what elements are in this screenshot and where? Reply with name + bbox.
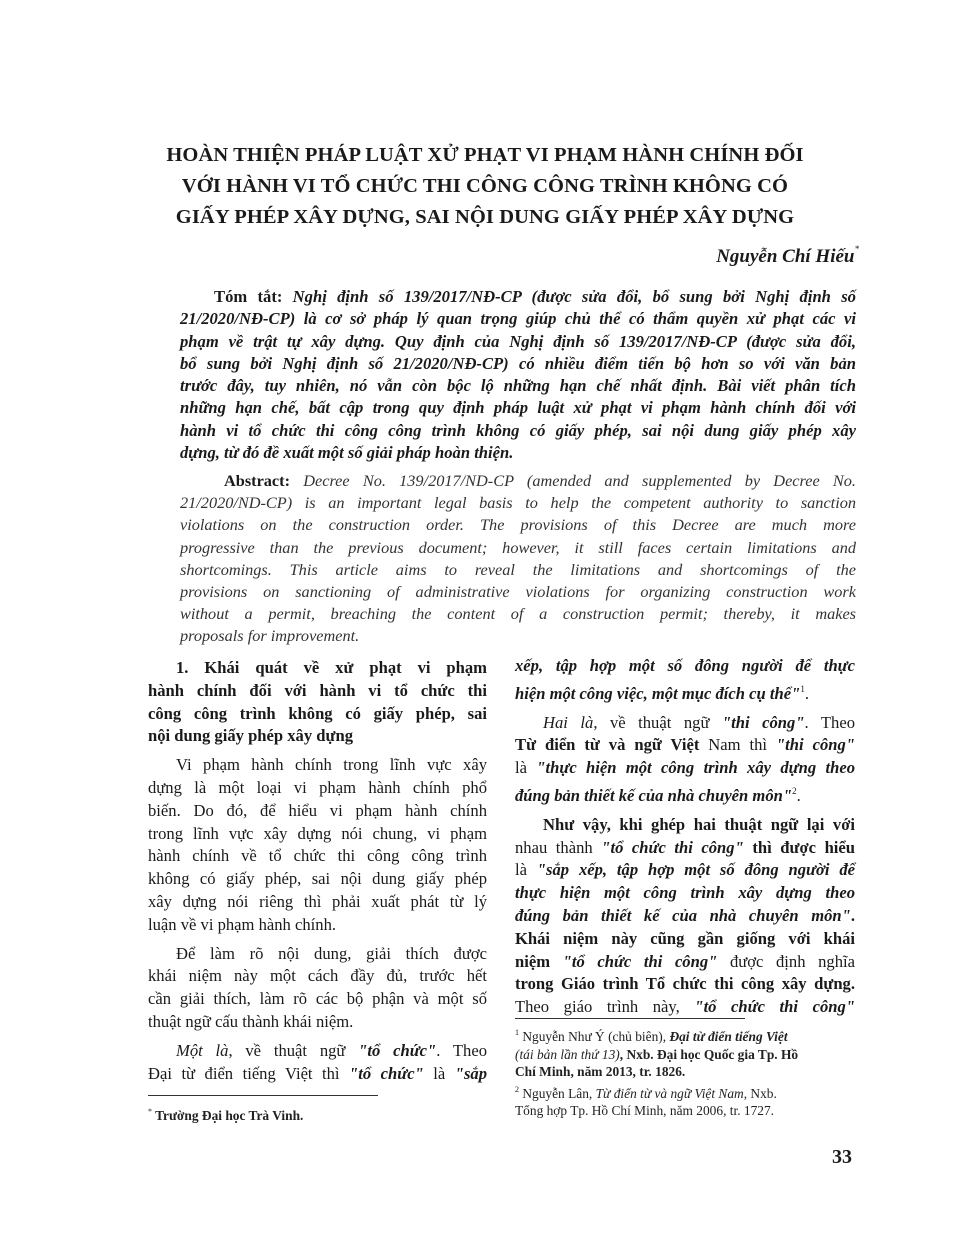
paragraph-line bbox=[148, 1040, 487, 1063]
text-run: đúng bản thiết kế của nhà chuyên môn" bbox=[515, 785, 793, 805]
footnote-affiliation bbox=[148, 1103, 478, 1125]
text-run: Đại từ điển tiếng Việt bbox=[669, 1029, 788, 1044]
abstract-vi-text: Nghị định số 139/2017/NĐ-CP (được sửa đổi, bổ sung bởi Nghị định số bbox=[282, 287, 856, 306]
author-affiliation-marker: * bbox=[854, 244, 859, 254]
footnote-number: 1 bbox=[515, 1028, 519, 1037]
text-run: "tổ chức thi công" bbox=[562, 951, 718, 971]
text-run: (tái bản lần thứ 13) bbox=[515, 1046, 620, 1062]
abstract-vietnamese bbox=[180, 286, 856, 464]
text-run: "thi công" bbox=[775, 735, 855, 755]
paragraph-line: luận về vi phạm hành chính. bbox=[148, 914, 337, 934]
paragraph-line: cần giải thích, làm rõ các bộ phận và một số bbox=[148, 989, 487, 1009]
text-run: , về thuật ngữ bbox=[593, 712, 722, 732]
abstract-vi-line: phạm về trật tự xây dựng. Quy định của Nghị định số 139/2017/NĐ-CP (được sửa đổi, bbox=[180, 331, 856, 351]
paragraph-line bbox=[515, 905, 855, 928]
paragraph-line: thuật ngữ cấu thành khái niệm. bbox=[148, 1011, 354, 1031]
text-run: đúng bản thiết kế của nhà chuyên môn" bbox=[515, 905, 851, 925]
text-run: "thi công" bbox=[721, 712, 805, 732]
paragraph bbox=[515, 814, 855, 1019]
footnote-ref: 2 bbox=[792, 785, 797, 796]
text-run: . bbox=[796, 785, 801, 805]
footnote-ref: 1 bbox=[800, 683, 805, 694]
paragraph-line: trong lĩnh vực xây dựng nói chung, vi phạm bbox=[148, 823, 487, 843]
abstract-english bbox=[180, 470, 856, 648]
title-line: VỚI HÀNH VI TỔ CHỨC THI CÔNG CÔNG TRÌNH KHÔNG CÓ bbox=[181, 175, 789, 197]
title-line: HOÀN THIỆN PHÁP LUẬT XỬ PHẠT VI PHẠM HÀNH CHÍNH ĐỐI bbox=[166, 144, 804, 166]
paragraph-line: hành chính về tổ chức thi công công trình bbox=[148, 846, 487, 866]
paragraph-line: Khái niệm này cũng gần giống với khái bbox=[515, 928, 855, 948]
paragraph-line: thực hiện một công trình xây dựng theo bbox=[515, 883, 855, 903]
abstract-en-line: progressive than the previous document; however, it still faces certain limitations and bbox=[180, 537, 856, 557]
heading-line: nội dung giấy phép xây dựng bbox=[148, 726, 354, 746]
author bbox=[716, 244, 859, 268]
abstract-vi-label: Tóm tắt: bbox=[214, 287, 283, 306]
text-run: Từ điển từ và ngữ Việt bbox=[515, 735, 700, 755]
footnotes-right bbox=[515, 1024, 860, 1120]
heading-line: 1. Khái quát về xử phạt vi phạm bbox=[176, 658, 487, 677]
paragraph-line: xây dựng nói riêng thì phải xuất phát từ lý bbox=[148, 891, 487, 911]
abstract-en-line: 21/2020/ND-CP) is an important legal basis to help the competent authority to sanction bbox=[180, 493, 856, 513]
footnote-line bbox=[515, 1024, 860, 1046]
abstract-en-line: proposals for improvement. bbox=[180, 626, 360, 646]
text-run: "tổ chức" bbox=[349, 1063, 424, 1083]
paragraph-line: không có giấy phép, sai nội dung giấy phép bbox=[148, 869, 487, 889]
text-run: Từ điển từ và ngữ Việt Nam bbox=[595, 1085, 744, 1101]
footnote-line bbox=[515, 1046, 860, 1064]
text-run: là bbox=[423, 1063, 455, 1083]
article-title bbox=[120, 140, 850, 233]
footnote-marker: * bbox=[148, 1107, 152, 1116]
text-run: Nguyễn Lân, bbox=[519, 1085, 596, 1101]
text-run: "sắp xếp, tập hợp một số đông người để bbox=[536, 860, 856, 880]
paragraph-line bbox=[515, 780, 855, 808]
abstract-en-line bbox=[180, 470, 856, 492]
text-run: Một là bbox=[176, 1040, 229, 1060]
text-run: Tổng hợp Tp. Hồ Chí Minh, năm 2006, tr. 1727. bbox=[515, 1103, 775, 1118]
text-run: . bbox=[850, 905, 855, 925]
paragraph-line bbox=[515, 837, 855, 860]
paragraph-line: Để làm rõ nội dung, giải thích được bbox=[176, 943, 487, 963]
right-column bbox=[515, 655, 855, 1019]
paragraph-line bbox=[515, 734, 855, 757]
left-column bbox=[148, 657, 487, 1085]
abstract-vi-line: dựng, từ đó đề xuất một số giải pháp hoàn thiện. bbox=[180, 443, 514, 463]
text-run: Nam thì bbox=[699, 735, 776, 755]
text-run: niệm bbox=[515, 951, 563, 971]
paragraph-line bbox=[515, 859, 855, 882]
text-run: "tổ chức thi công" bbox=[601, 837, 744, 857]
footnote-divider-left bbox=[148, 1095, 378, 1096]
text-run: , về thuật ngữ bbox=[228, 1040, 359, 1060]
paragraph-line: dựng là một loại vi phạm hành chính phổ bbox=[148, 777, 487, 797]
paragraph-line: hiện một công việc, một mục đích cụ thể"$^1$. bbox=[515, 683, 809, 703]
text-run: Đại từ điển tiếng Việt thì bbox=[148, 1063, 350, 1083]
heading-line: công công trình không có giấy phép, sai bbox=[148, 703, 487, 723]
section-heading bbox=[148, 657, 487, 748]
footnote-line bbox=[515, 1102, 860, 1120]
paragraph-line bbox=[515, 712, 855, 735]
text-run: là bbox=[515, 860, 537, 880]
paragraph-line bbox=[148, 1063, 487, 1086]
paragraph-line: khái niệm này một cách đầy đủ, trước hết bbox=[148, 966, 487, 986]
paragraph-line: Như vậy, khi ghép hai thuật ngữ lại với bbox=[543, 814, 855, 834]
text-run: Theo giáo trình này, bbox=[515, 997, 695, 1017]
abstract-vi-line: bổ sung bởi Nghị định số 21/2020/NĐ-CP) có nhiều điểm tiến bộ hơn so với văn bản bbox=[180, 353, 856, 373]
text-run: Hai là bbox=[543, 712, 594, 732]
paragraph-line: biến. Do đó, để hiểu vi phạm hành chính bbox=[148, 800, 487, 820]
abstract-vi-line: hành vi tổ chức thi công công trình không có giấy phép, sai nội dung giấy phép xây bbox=[180, 420, 856, 440]
paragraph bbox=[148, 943, 487, 1034]
text-run: , Nxb. Đại học Quốc gia Tp. Hồ bbox=[619, 1046, 799, 1062]
paragraph-line bbox=[515, 757, 855, 780]
footnote-divider-right bbox=[515, 1018, 745, 1019]
paragraph bbox=[515, 712, 855, 808]
text-run: là bbox=[515, 758, 537, 778]
text-run: Nguyễn Như Ý (chủ biên), bbox=[519, 1029, 670, 1044]
abstract-en-line: violations on the construction order. The provisions of this Decree are much more bbox=[180, 515, 856, 535]
footnote-line: Chí Minh, năm 2013, tr. 1826. bbox=[515, 1064, 686, 1079]
text-run: "tổ chức" bbox=[358, 1040, 437, 1060]
paragraph-line bbox=[515, 996, 855, 1019]
abstract-en-line: without a permit, breaching the content of a construction permit; thereby, it makes bbox=[180, 604, 856, 624]
author-name: Nguyễn Chí Hiếu bbox=[716, 246, 855, 267]
paragraph-line: Vi phạm hành chính trong lĩnh vực xây bbox=[176, 755, 487, 775]
abstract-vi-line: 21/2020/NĐ-CP) là cơ sở pháp lý quan trọng giúp chủ thể có thẩm quyền xử phạt các vi bbox=[180, 309, 856, 329]
text-run: "tổ chức thi công" bbox=[694, 997, 855, 1017]
text-run: "thực hiện một công trình xây dựng theo bbox=[536, 758, 855, 778]
abstract-vi-line: trước đây, tuy nhiên, nó vẫn còn bộc lộ những hạn chế nhất định. Bài viết phân tích bbox=[180, 376, 856, 396]
abstract-en-line: provisions on sanctioning of administrative violations for organizing construction work bbox=[180, 582, 856, 602]
paragraph bbox=[148, 754, 487, 936]
text-run: "sắp bbox=[454, 1063, 487, 1083]
text-run: , Nxb. bbox=[743, 1085, 777, 1101]
text-run: . Theo bbox=[804, 712, 855, 732]
text-run: được định nghĩa bbox=[717, 951, 855, 971]
text-run: thì được hiểu bbox=[743, 837, 856, 857]
title-line: GIẤY PHÉP XÂY DỰNG, SAI NỘI DUNG GIẤY PHÉP XÂY DỰNG bbox=[175, 206, 795, 228]
footnote-line bbox=[515, 1081, 860, 1103]
abstract-en-text: Decree No. 139/2017/ND-CP (amended and supplemented by Decree No. bbox=[290, 471, 856, 490]
paragraph-line: trong Giáo trình Tổ chức thi công xây dựng. bbox=[515, 974, 855, 994]
footnote-number: 2 bbox=[515, 1084, 519, 1094]
text-run: hiện một công việc, một mục đích cụ thể" bbox=[515, 683, 801, 703]
footnote-text: Trường Đại học Trà Vinh. bbox=[152, 1108, 304, 1123]
text-run: nhau thành bbox=[515, 837, 602, 857]
paragraph-line bbox=[515, 951, 855, 974]
abstract-vi-line: những hạn chế, bất cập trong quy định pháp luật xử phạt vi phạm hành chính đối với bbox=[180, 398, 856, 418]
paragraph bbox=[148, 1040, 487, 1086]
abstract-en-line: shortcomings. This article aims to reveal the limitations and shortcomings of the bbox=[180, 559, 856, 579]
text-run: . Theo bbox=[436, 1040, 487, 1060]
page-number: 33 bbox=[832, 1146, 852, 1168]
heading-line: hành chính đối với hành vi tổ chức thi bbox=[148, 680, 487, 700]
paragraph-line: xếp, tập hợp một số đông người để thực bbox=[515, 656, 855, 675]
abstract-en-label: Abstract: bbox=[224, 471, 291, 490]
abstract-vi-line bbox=[180, 286, 856, 308]
